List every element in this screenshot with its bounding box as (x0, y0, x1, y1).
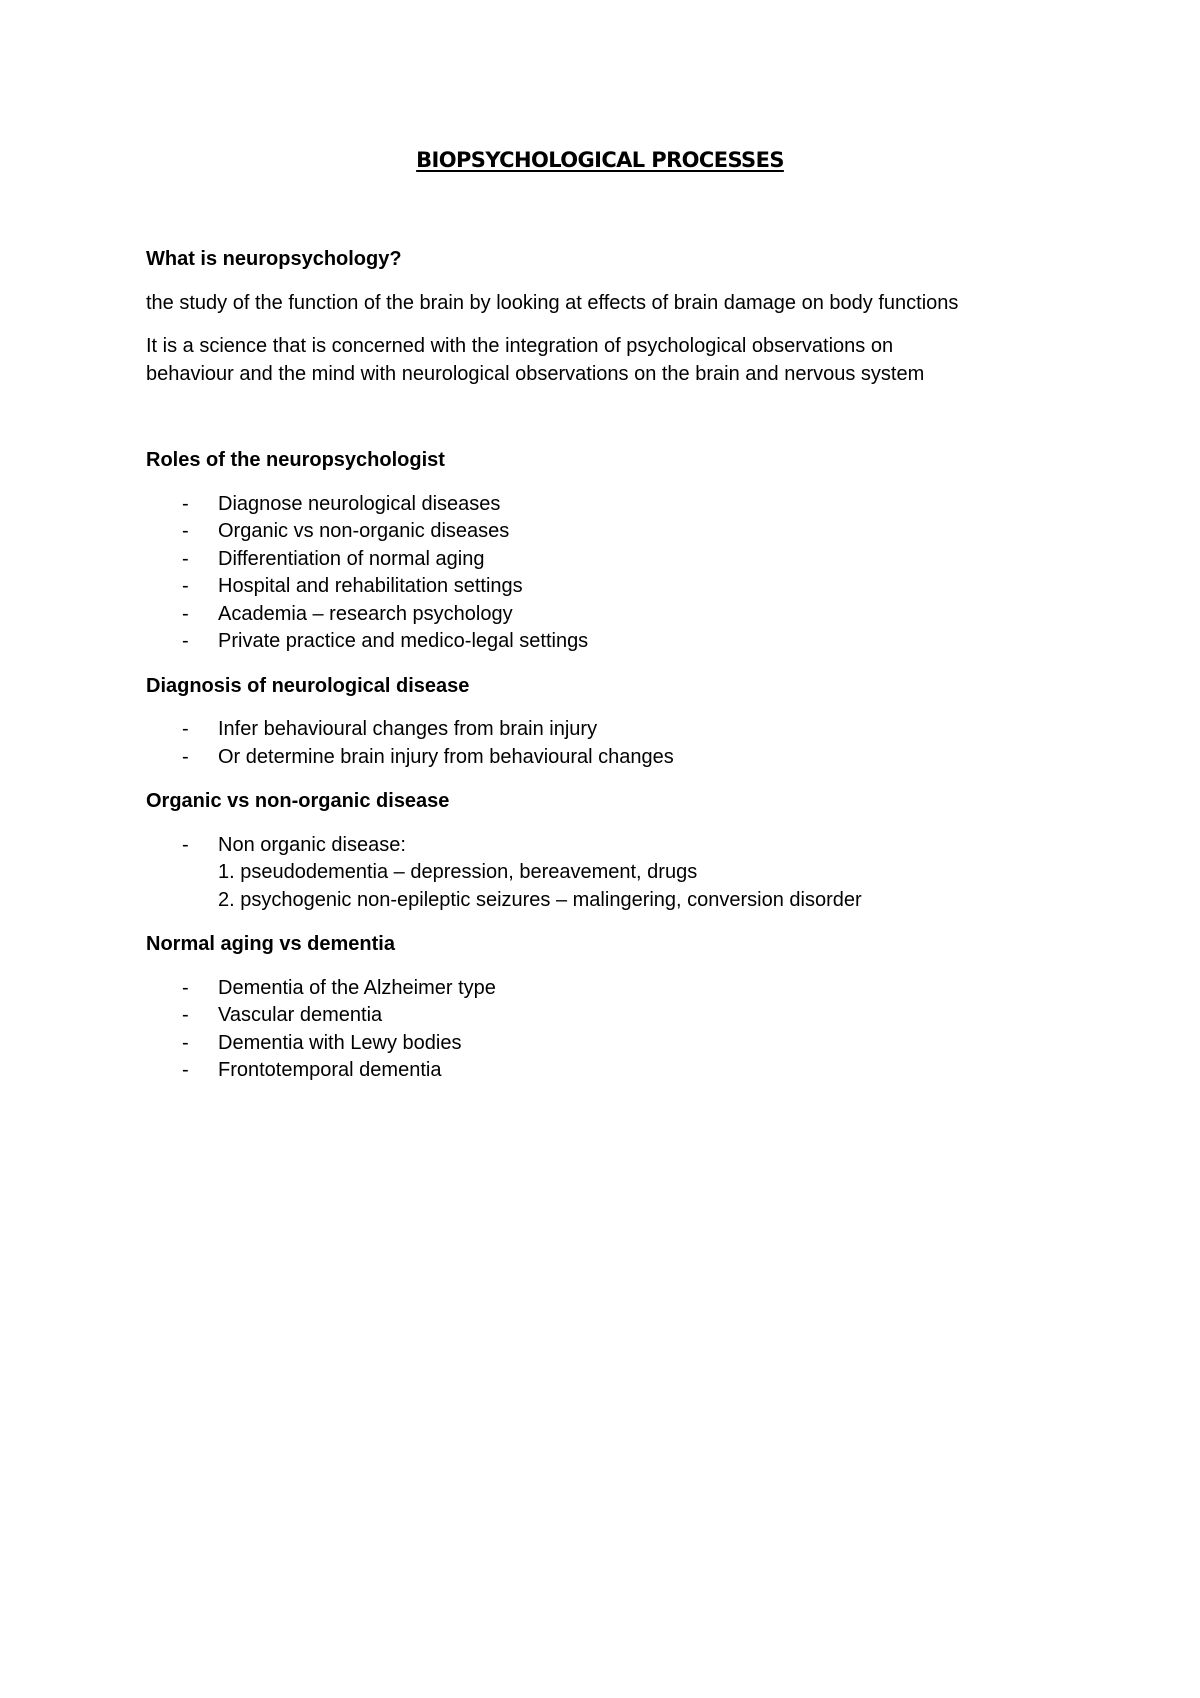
diagnosis-list (146, 716, 1106, 771)
bullet-dash: - (182, 976, 189, 999)
bullet-dash: - (182, 520, 189, 542)
list-item-text: Diagnose neurological diseases (218, 492, 501, 515)
science-paragraph-line-1: It is a science that is concerned with the integration of psychological observations on (146, 335, 894, 357)
heading-organic: Organic vs non-organic disease (146, 790, 450, 812)
list-item (146, 628, 1106, 656)
heading-roles: Roles of the neuropsychologist (146, 449, 445, 471)
bullet-dash: - (182, 575, 189, 597)
roles-list (146, 491, 1106, 656)
list-item-text: Frontotemporal dementia (218, 1059, 442, 1081)
list-item-text: Academia – research psychology (218, 602, 513, 625)
list-item-text: Private practice and medico-legal settings (218, 630, 589, 652)
list-item-text: Differentiation of normal aging (218, 547, 485, 570)
bullet-dash: - (182, 602, 189, 625)
bullet-dash: - (182, 630, 189, 652)
science-paragraph-line-2: behaviour and the mind with neurological observations on the brain and nervous system (146, 362, 925, 385)
document-body (146, 246, 1106, 1085)
list-item-text: Infer behavioural changes from brain injury (218, 718, 598, 740)
aging-list (146, 975, 1106, 1085)
list-item (146, 546, 1106, 574)
list-item (146, 601, 1106, 629)
bullet-dash: - (182, 1031, 189, 1054)
list-item (146, 518, 1106, 546)
list-item-text: Dementia with Lewy bodies (218, 1031, 462, 1054)
list-item-text: Organic vs non-organic diseases (218, 520, 510, 542)
bullet-dash: - (182, 1004, 189, 1026)
list-item (146, 744, 1106, 772)
list-item (146, 716, 1106, 744)
list-item (146, 573, 1106, 601)
heading-what-is-neuropsychology: What is neuropsychology? (146, 248, 402, 270)
list-item-text: Vascular dementia (218, 1004, 383, 1026)
organic-list (146, 832, 1106, 915)
document-title: BIOPSYCHOLOGICAL PROCESSES (416, 148, 784, 172)
list-item (146, 491, 1106, 519)
bullet-dash: - (182, 1059, 189, 1081)
list-item-text: Non organic disease: (218, 833, 406, 856)
bullet-dash: - (182, 547, 189, 570)
definition-paragraph: the study of the function of the brain by looking at effects of brain damage on body functions (146, 291, 959, 314)
list-item (146, 832, 1106, 860)
heading-diagnosis: Diagnosis of neurological disease (146, 674, 470, 697)
bullet-dash: - (182, 718, 189, 740)
bullet-dash: - (182, 833, 189, 856)
list-item (146, 1057, 1106, 1085)
list-item-text: Hospital and rehabilitation settings (218, 575, 523, 597)
bullet-dash: - (182, 745, 189, 768)
list-item-text: Dementia of the Alzheimer type (218, 976, 496, 999)
bullet-dash: - (182, 492, 189, 515)
heading-aging: Normal aging vs dementia (146, 933, 395, 955)
list-item (146, 1002, 1106, 1030)
list-item-text: Or determine brain injury from behavioural changes (218, 745, 674, 768)
numbered-subitem: 2. psychogenic non-epileptic seizures – malingering, conversion disorder (218, 888, 862, 911)
numbered-subitem: 1. pseudodementia – depression, bereavement, drugs (218, 861, 698, 883)
list-item (146, 1030, 1106, 1058)
list-item (146, 975, 1106, 1003)
